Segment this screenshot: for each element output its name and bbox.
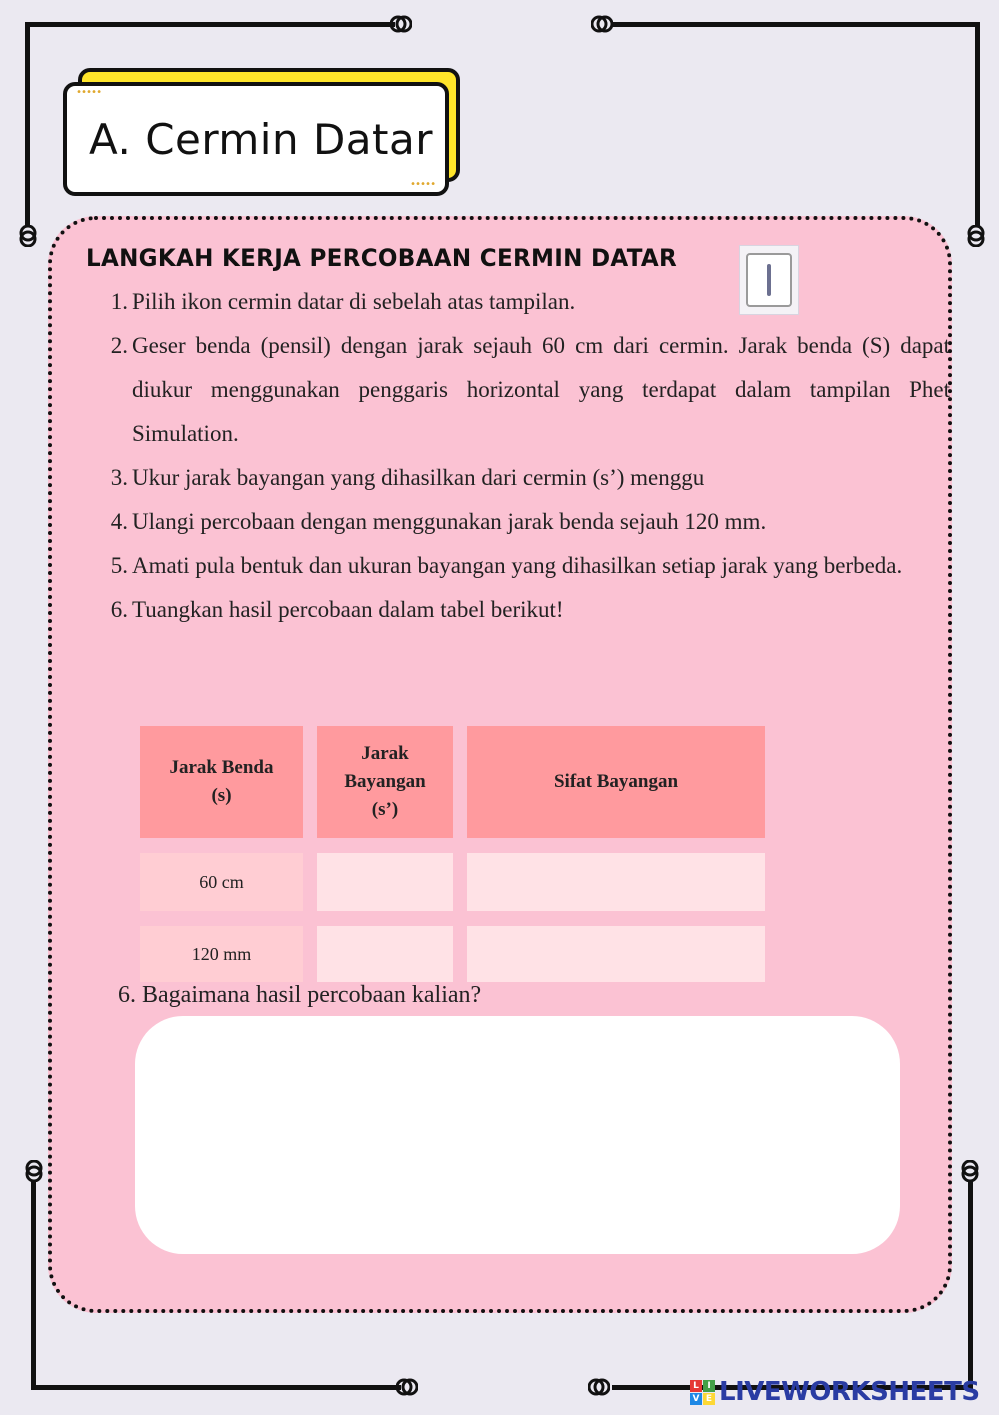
liveworksheets-blocks-icon: L I V E bbox=[690, 1380, 715, 1405]
ring-icon bbox=[588, 1376, 610, 1398]
table-header-jarak-bayangan: Jarak Bayangan (s’) bbox=[317, 726, 453, 838]
decorative-dots-icon: ••••• bbox=[76, 87, 102, 98]
list-item: 1. Pilih ikon cermin datar di sebelah atas tampilan. bbox=[110, 289, 576, 314]
frame-bottom-left-vertical bbox=[31, 1180, 36, 1390]
ring-icon bbox=[17, 225, 39, 247]
ring-icon bbox=[591, 13, 613, 35]
table-input-jarak-bayangan[interactable] bbox=[317, 853, 453, 911]
watermark-text: LIVEWORKSHEETS bbox=[719, 1377, 980, 1407]
liveworksheets-logo bbox=[690, 1377, 980, 1407]
frame-bottom-left-line bbox=[31, 1385, 401, 1390]
ring-icon bbox=[390, 13, 412, 35]
list-item: 3. Ukur jarak bayangan yang dihasilkan dari cermin (s’) menggu bbox=[110, 465, 705, 490]
page-title: A. Cermin Datar bbox=[89, 114, 433, 164]
ring-icon bbox=[23, 1160, 45, 1182]
question-label: 6. Bagaimana hasil percobaan kalian? bbox=[118, 982, 482, 1008]
answer-textbox[interactable] bbox=[135, 1016, 900, 1254]
frame-top-left-line bbox=[25, 22, 395, 27]
table-cell-jarak-benda: 120 mm bbox=[140, 926, 303, 982]
frame-top-left-vertical bbox=[25, 22, 30, 227]
table-input-jarak-bayangan[interactable] bbox=[317, 926, 453, 982]
steps-list bbox=[92, 280, 950, 632]
section-heading: LANGKAH KERJA PERCOBAAN CERMIN DATAR bbox=[86, 244, 678, 272]
list-item: 5. Amati pula bentuk dan ukuran bayangan yang dihasilkan setiap jarak yang berbeda. bbox=[110, 553, 903, 578]
list-item: 4. Ulangi percobaan dengan menggunakan jarak benda sejauh 120 mm. bbox=[110, 509, 767, 534]
list-item: 2. Geser benda (pensil) dengan jarak sejauh 60 cm dari cermin. Jarak benda (S) dapat diukur menggunakan penggaris horizontal yang terdapat dalam tampilan Phet Simulation. bbox=[110, 333, 950, 446]
title-card bbox=[63, 82, 449, 196]
ring-icon bbox=[396, 1376, 418, 1398]
table-input-sifat-bayangan[interactable] bbox=[467, 853, 765, 911]
list-item: 6. Tuangkan hasil percobaan dalam tabel berikut! bbox=[110, 597, 564, 622]
ring-icon bbox=[965, 225, 987, 247]
table-input-sifat-bayangan[interactable] bbox=[467, 926, 765, 982]
table-cell-jarak-benda: 60 cm bbox=[140, 853, 303, 911]
table-header-sifat-bayangan: Sifat Bayangan bbox=[467, 726, 765, 838]
table-header-jarak-benda: Jarak Benda (s) bbox=[140, 726, 303, 838]
ring-icon bbox=[959, 1160, 981, 1182]
frame-bottom-right-vertical bbox=[968, 1180, 973, 1390]
frame-top-right-line bbox=[612, 22, 980, 27]
frame-top-right-vertical bbox=[975, 22, 980, 227]
decorative-dots-icon: ••••• bbox=[410, 179, 436, 190]
